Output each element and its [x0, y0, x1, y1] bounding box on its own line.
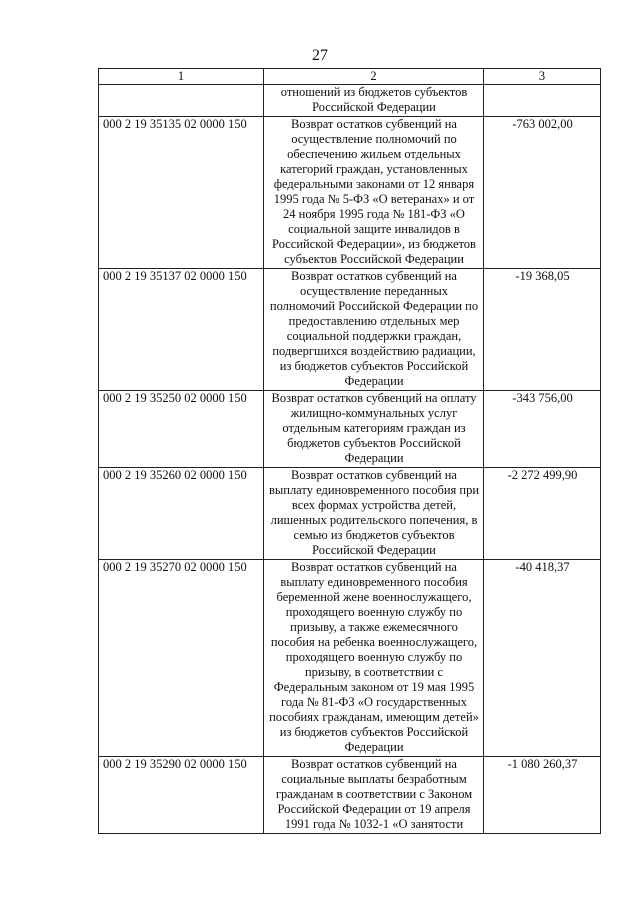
row-name-text: отношений из бюджетов субъектов Российской Федерации — [280, 85, 468, 114]
row-code: 000 2 19 35250 02 0000 150 — [99, 391, 264, 468]
row-name-text: Возврат остатков субвенций на осуществление полномочий по обеспечению жильем отдельных категорий граждан, установленных федеральными законами от 12 января 1995 года № 5-ФЗ «О ветеранах» и от 24 ноября 1995 года № 181-ФЗ «О социальной защите инвалидов в Российской Федерации», из бюджетов субъектов Российской Федерации — [272, 117, 476, 266]
column-header-1: 1 — [99, 69, 264, 85]
table-row — [99, 468, 601, 560]
row-name — [264, 85, 484, 117]
row-name — [264, 269, 484, 391]
table-row — [99, 117, 601, 269]
row-amount: -2 272 499,90 — [484, 468, 601, 560]
row-name — [264, 117, 484, 269]
table-row — [99, 85, 601, 117]
budget-table — [98, 68, 601, 834]
row-name — [264, 757, 484, 834]
row-code: 000 2 19 35270 02 0000 150 — [99, 560, 264, 757]
page-number: 27 — [312, 47, 328, 64]
row-amount — [484, 85, 601, 117]
row-name — [264, 468, 484, 560]
row-name-text: Возврат остатков субвенций на осуществление переданных полномочий Российской Федерации по предоставлению отдельных мер социальной поддержки граждан, подвергшихся воздействию радиации, из бюджетов субъектов Российской Федерации — [269, 269, 479, 388]
row-code: 000 2 19 35290 02 0000 150 — [99, 757, 264, 834]
table-header-row — [99, 69, 601, 85]
row-name — [264, 560, 484, 757]
column-header-3: 3 — [484, 69, 601, 85]
row-amount: -1 080 260,37 — [484, 757, 601, 834]
table-row — [99, 560, 601, 757]
row-code: 000 2 19 35137 02 0000 150 — [99, 269, 264, 391]
row-code: 000 2 19 35135 02 0000 150 — [99, 117, 264, 269]
table-row — [99, 391, 601, 468]
row-amount: -343 756,00 — [484, 391, 601, 468]
table-row — [99, 269, 601, 391]
row-name-text: Возврат остатков субвенций на оплату жилищно-коммунальных услуг отдельным категориям граждан из бюджетов субъектов Российской Федерации — [271, 391, 477, 465]
row-name-text: Возврат остатков субвенций на выплату единовременного пособия беременной жене военнослужащего, проходящего военную службу по призыву, а также ежемесячного пособия на ребенка военнослужащего, проходящего военную службу по призыву, в соответствии с Федеральным законом от 19 мая 1995 года № 81-ФЗ «О государственных пособиях гражданам, имеющим детей» из бюджетов субъектов Российской Федерации — [269, 560, 479, 754]
row-amount: -19 368,05 — [484, 269, 601, 391]
row-code — [99, 85, 264, 117]
row-code: 000 2 19 35260 02 0000 150 — [99, 468, 264, 560]
row-name-text: Возврат остатков субвенций на социальные выплаты безработным гражданам в соответствии с Законом Российской Федерации от 19 апреля 1991 года № 1032-1 «О занятости — [275, 757, 473, 831]
row-amount: -40 418,37 — [484, 560, 601, 757]
row-name-text: Возврат остатков субвенций на выплату единовременного пособия при всех формах устройства детей, лишенных родительского попечения, в семью из бюджетов субъектов Российской Федерации — [268, 468, 480, 557]
row-name — [264, 391, 484, 468]
column-header-2: 2 — [264, 69, 484, 85]
table-row — [99, 757, 601, 834]
row-amount: -763 002,00 — [484, 117, 601, 269]
